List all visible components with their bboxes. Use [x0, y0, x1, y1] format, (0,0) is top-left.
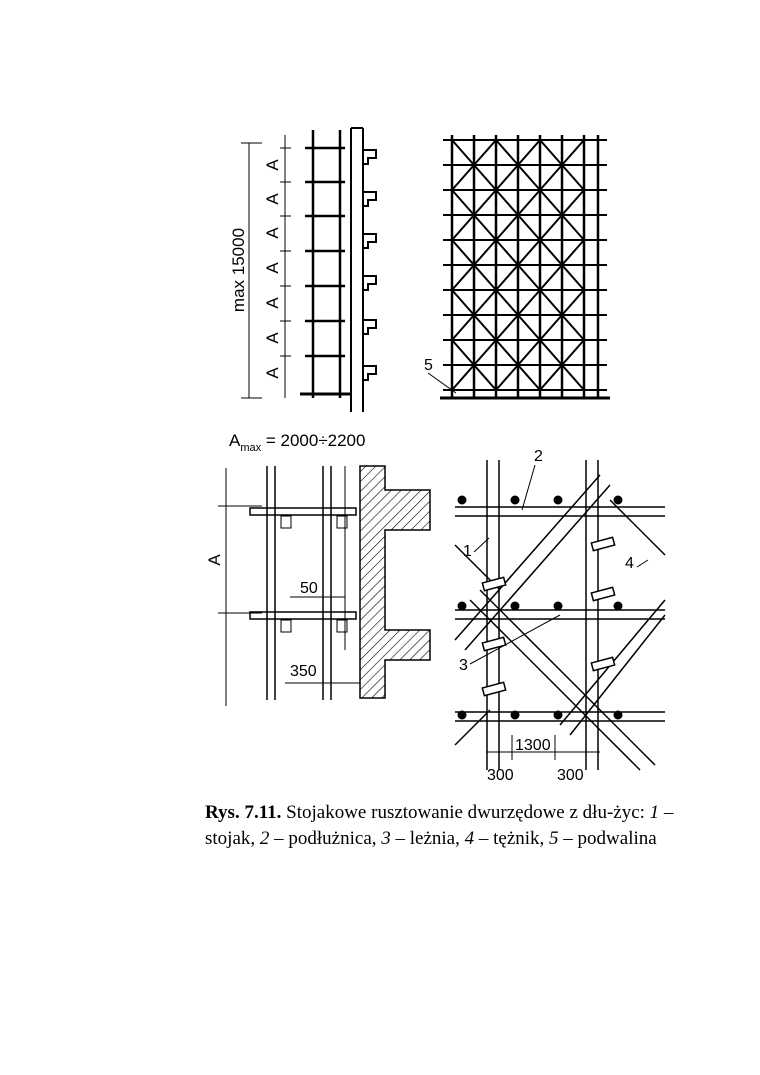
coupler: [614, 496, 622, 504]
coupler: [458, 496, 466, 504]
wall-anchor: [363, 320, 376, 334]
amax-label: $A_{max} = 2000\div 2200$: [229, 431, 366, 454]
module-label-A: A: [263, 159, 282, 171]
wall-anchor: [363, 150, 376, 164]
module-dim-label: A: [205, 554, 224, 566]
caption-num-4: 4: [464, 828, 475, 849]
sleeper-clamp: [482, 682, 505, 695]
wall-anchor: [363, 366, 376, 380]
module-label-A: A: [263, 297, 282, 309]
section-detail: [205, 466, 430, 706]
wall-anchor: [363, 234, 376, 248]
dist-300-left-label: 300: [487, 767, 514, 784]
caption-num-5: 5: [549, 828, 559, 849]
coupler: [554, 496, 562, 504]
callout-2: 2: [534, 448, 543, 465]
coupler: [511, 496, 519, 504]
plan-detail: [455, 448, 665, 784]
sleeper-clamp: [591, 587, 614, 600]
wall-anchor: [363, 192, 376, 206]
callout-1: 1: [463, 543, 472, 560]
front-elevation: [424, 135, 610, 398]
coupler: [554, 711, 562, 719]
sleeper-clamp: [482, 577, 505, 590]
callout-5: 5: [424, 357, 433, 374]
dist-1300-label: 1300: [515, 737, 551, 754]
side-elevation: [229, 128, 376, 412]
wall-anchor: [363, 276, 376, 290]
caption-term-1: – stojak,: [205, 802, 674, 849]
caption-term-4: – tężnik,: [474, 828, 550, 849]
callout-4: 4: [625, 555, 634, 572]
height-dim-label: max 15000: [229, 227, 248, 313]
coupler: [614, 711, 622, 719]
module-label-A: A: [263, 227, 282, 239]
coupler: [554, 602, 562, 610]
caption-term-5: – podwalina: [558, 828, 657, 849]
caption-num-1: 1: [649, 802, 660, 823]
module-label-A: A: [263, 332, 282, 344]
sleeper-clamp: [591, 657, 614, 670]
coupler: [511, 602, 519, 610]
caption-label: Rys. 7.11.: [205, 802, 282, 823]
figure-caption: [205, 800, 705, 852]
sleeper-clamp: [482, 637, 505, 650]
module-label-A: A: [263, 193, 282, 205]
caption-term-3: – leżnia,: [390, 828, 465, 849]
caption-term-2: – podłużnica,: [269, 828, 382, 849]
dist-350-label: 350: [290, 663, 317, 680]
callout-3: 3: [459, 657, 468, 674]
caption-num-2: 2: [259, 828, 270, 849]
sleeper-clamp: [591, 537, 614, 550]
caption-num-3: 3: [381, 828, 391, 849]
coupler: [458, 711, 466, 719]
coupler: [614, 602, 622, 610]
coupler: [511, 711, 519, 719]
coupler: [458, 602, 466, 610]
module-label-A: A: [263, 367, 282, 379]
dist-300-right-label: 300: [557, 767, 584, 784]
caption-text: Stojakowe rusztowanie dwurzędowe z dłu-życ:: [281, 802, 650, 823]
module-label-A: A: [263, 262, 282, 274]
gap-50-label: 50: [300, 580, 318, 597]
